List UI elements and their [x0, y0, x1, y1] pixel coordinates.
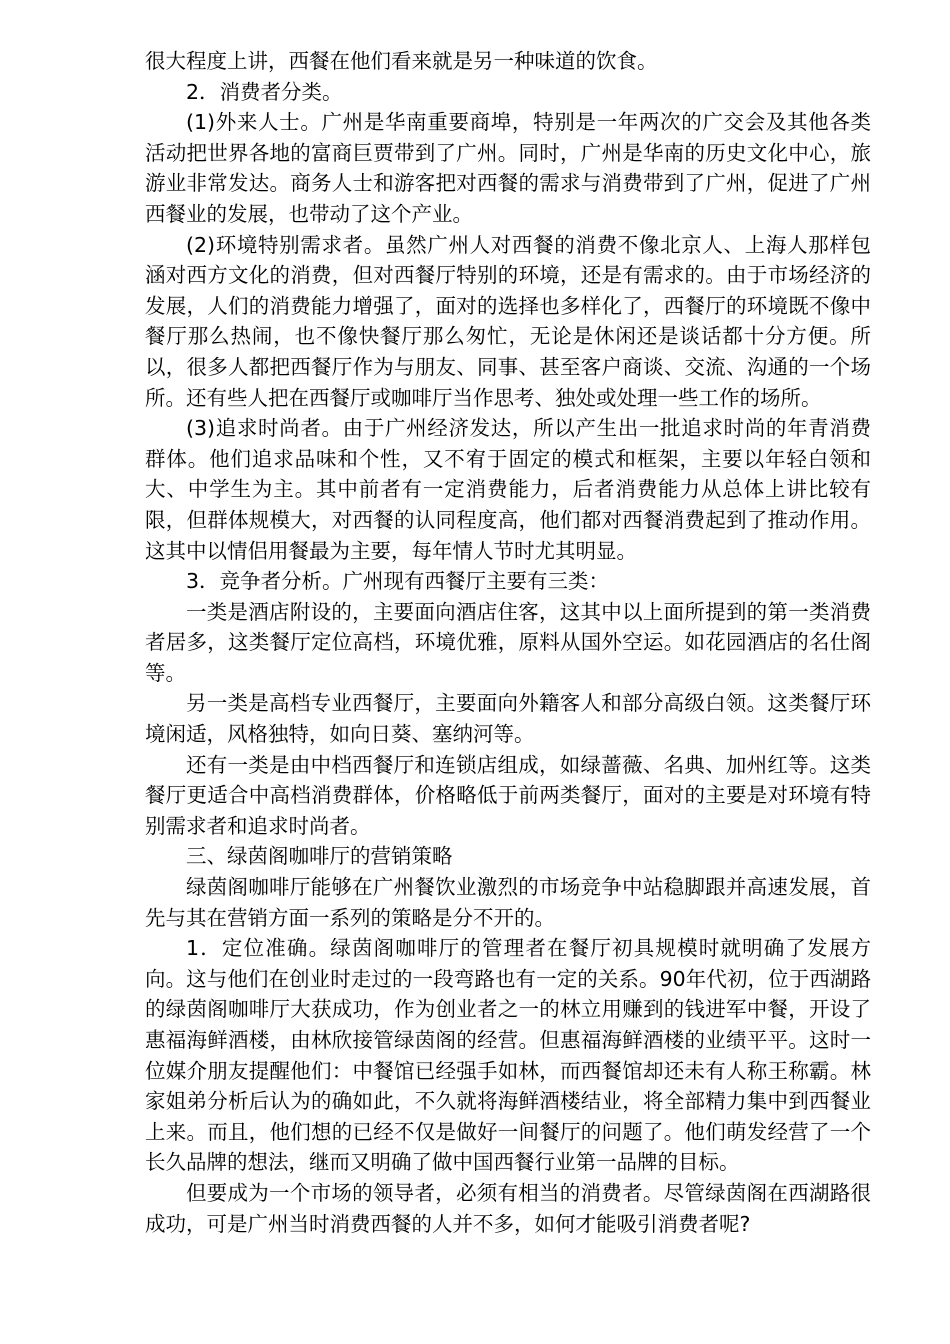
paragraph-environment-seekers: (2)环境特别需求者。虽然广州人对西餐的消费不像北京人、上海人那样包涵对西方文化的消费，但对西餐厅特别的环境，还是有需求的。由于市场经济的发展，人们的消费能力增强了，面对的选择也多样化了，西餐厅的环境既不像中餐厅那么热闹，也不像快餐厅那么匆忙，无论是休闲还是谈话都十分方便。所以，很多人都把西餐厅作为与朋友、同事、甚至客户商谈、交流、沟通的一个场所。还有些人把在西餐厅或咖啡厅当作思考、独处或处理一些工作的场所。 — [145, 232, 871, 410]
paragraph-continuation: 很大程度上讲，西餐在他们看来就是另一种味道的饮食。 — [145, 49, 658, 73]
paragraph-high-end-restaurants: 另一类是高档专业西餐厅，主要面向外籍客人和部分高级白领。这类餐厅环境闲适，风格独特，如向日葵、塞纳河等。 — [145, 691, 871, 747]
document-body — [145, 46, 871, 1239]
paragraph-market-leader: 但要成为一个市场的领导者，必须有相当的消费者。尽管绿茵阁在西湖路很成功，可是广州当时消费西餐的人并不多，如何才能吸引消费者呢? — [145, 1180, 871, 1236]
section-heading-marketing-strategy: 三、绿茵阁咖啡厅的营销策略 — [186, 844, 453, 869]
paragraph-hotel-restaurants: 一类是酒店附设的，主要面向酒店住客，这其中以上面所提到的第一类消费者居多，这类餐厅定位高档，环境优雅，原料从国外空运。如花园酒店的名仕阁等。 — [145, 599, 871, 685]
paragraph-fashion-seekers: (3)追求时尚者。由于广州经济发达，所以产生出一批追求时尚的年青消费群体。他们追求品味和个性，又不宥于固定的模式和框架，主要以年轻白领和大、中学生为主。其中前者有一定消费能力，后者消费能力从总体上讲比较有限，但群体规模大，对西餐的认同程度高，他们都对西餐消费起到了推动作用。这其中以情侣用餐最为主要，每年情人节时尤其明显。 — [145, 416, 871, 563]
paragraph-competitor-analysis-heading: 3．竞争者分析。广州现有西餐厅主要有三类： — [186, 569, 610, 594]
paragraph-outsiders: (1)外来人士。广州是华南重要商埠，特别是一年两次的广交会及其他各类活动把世界各地的富商巨贾带到了广州。同时，广州是华南的历史文化中心，旅游业非常发达。商务人士和游客把对西餐的需求与消费带到了广州，促进了广州西餐业的发展，也带动了这个产业。 — [145, 110, 871, 226]
paragraph-positioning: 1．定位准确。绿茵阁咖啡厅的管理者在餐厅初具规模时就明确了发展方向。这与他们在创业时走过的一段弯路也有一定的关系。90年代初，位于西湖路的绿茵阁咖啡厅大获成功，作为创业者之一的林立用赚到的钱进军中餐，开设了惠福海鲜酒楼，由林欣接管绿茵阁的经营。但惠福海鲜酒楼的业绩平平。这时一位媒介朋友提醒他们：中餐馆已经强手如林，而西餐馆却还未有人称王称霸。林家姐弟分析后认为的确如此，不久就将海鲜酒楼结业，将全部精力集中到西餐业上来。而且，他们想的已经不仅是做好一间餐厅的问题了。他们萌发经营了一个长久品牌的想法，继而又明确了做中国西餐行业第一品牌的目标。 — [145, 936, 871, 1175]
paragraph-mid-range-restaurants: 还有一类是由中档西餐厅和连锁店组成，如绿蔷薇、名典、加州红等。这类餐厅更适合中高档消费群体，价格略低于前两类餐厅，面对的主要是对环境有特别需求者和追求时尚者。 — [145, 752, 871, 838]
paragraph-consumer-classification-heading: 2．消费者分类。 — [186, 79, 343, 104]
paragraph-strategy-intro: 绿茵阁咖啡厅能够在广州餐饮业激烈的市场竞争中站稳脚跟并高速发展，首先与其在营销方面一系列的策略是分不开的。 — [145, 875, 871, 930]
